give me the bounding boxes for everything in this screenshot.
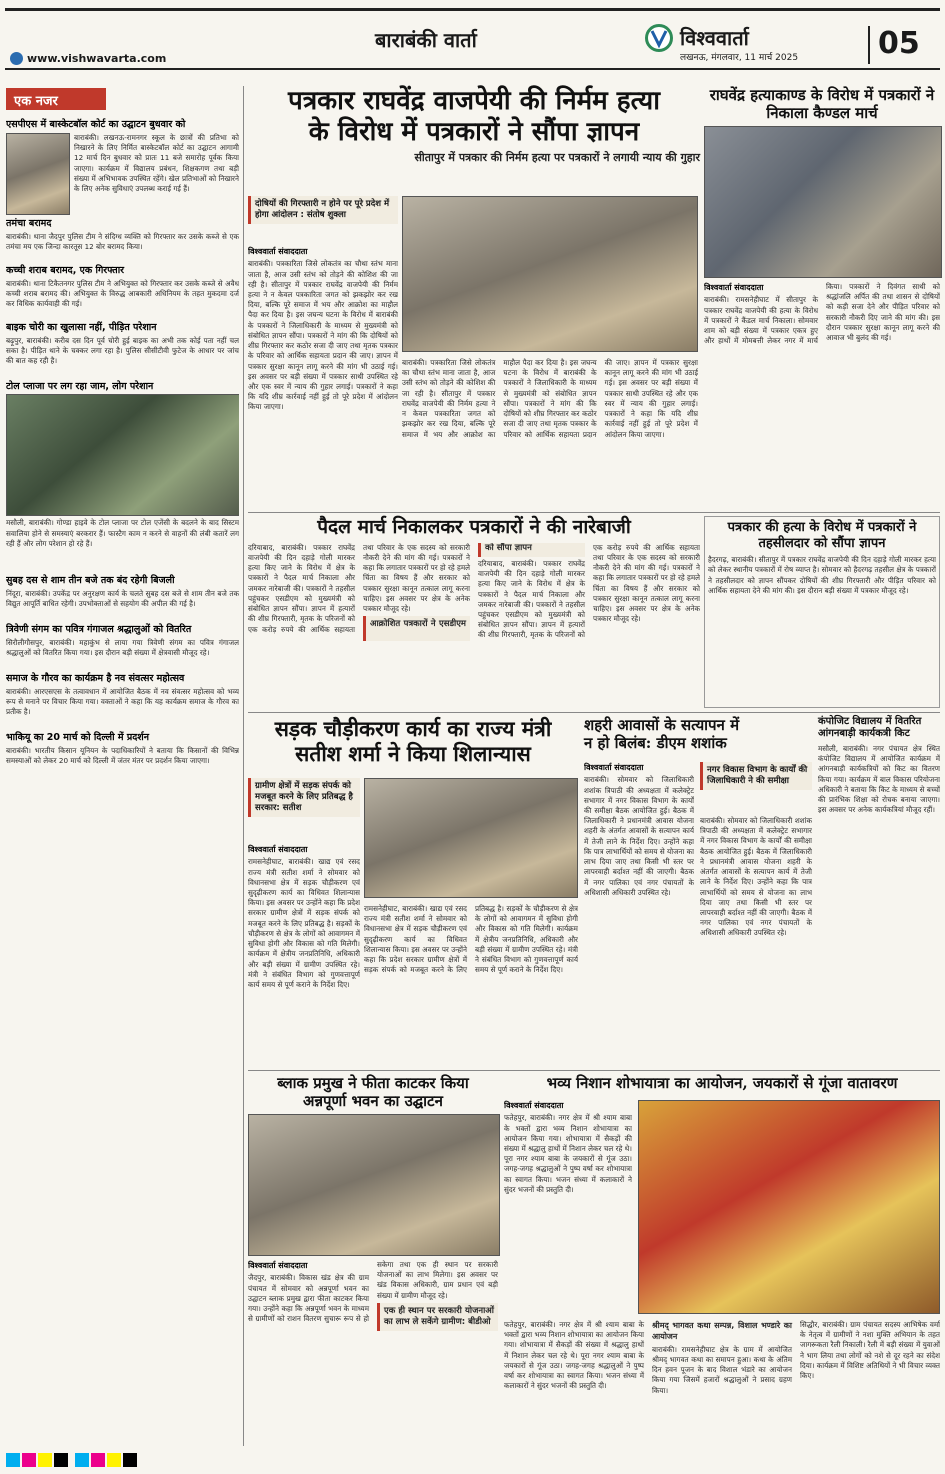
road-body-b [364,904,578,1060]
section-title: बाराबंकी वार्ता [375,28,477,52]
nasha-text: सिद्धौर, बाराबंकी। ग्राम पंचायत सदस्य आभिषेक वर्मा के नेतृत्व में ग्रामीणों ने नशा मुक्ति अभियान के तहत जागरूकता रैली निकाली। रैली में बड़ी संख्या में युवाओं ने भाग लिया तथा लोगों को नशे से दूर रहने का संदेश दिया। कार्यक्रम में विशिष्ट अतिथियों ने भी विचार व्यक्त किए। [800,1320,940,1381]
lead-byline: विश्ववार्ता संवाददाता [248,247,308,256]
list-item-text: बाराबंकी। भारतीय किसान यूनियन के पदाधिकारियों ने बताया कि किसानों की विभिन्न समस्याओं को लेकर 20 मार्च को दिल्ली में जंतर मंतर पर प्रदर्शन किया जाएगा। [6,745,239,766]
tehsildar-story [704,516,940,708]
lead-story [248,86,700,510]
road-headline-2: सतीश शर्मा ने किया शिलान्यास [295,741,531,767]
list-item-text: बढ़ूपुर, बाराबंकी। करीब दस दिन पूर्व चोरी हुई बाइक का अभी तक कोई पता नहीं चल सका है। पीड़ित थाने के चक्कर लगा रहा है। पुलिस सीसीटीवी फुटेज के आधार पर जांच की बात कह रही है। [6,335,239,365]
shobhayatra-body [504,1100,632,1314]
list-item-head: तमंचा बरामद [6,217,52,229]
shobhayatra-headline: भव्य निशान शोभायात्रा का आयोजन, जयकारों से गूंजा वातावरण [546,1074,898,1092]
candle-march-story [704,86,940,510]
divider [248,1070,940,1071]
list-item-text: मसौली, बाराबंकी। गोण्डा हाइवे के टोल प्लाजा पर टोल एजेंसी के बदलने के बाद सिस्टम सवालिया होने से समस्याएं बरकरार हैं। फास्टैग काम न करने से वाहनों की लंबी कतारें लग रही हैं और लोग परेशान हो रहे हैं। [6,518,239,548]
lead-text-a: बाराबंकी। पत्रकारिता जिसे लोकतंत्र का चौथा स्तंभ माना जाता है, आज उसी स्तंभ को तोड़ने की कोशिश की जा रही है। सीतापुर में पत्रकार राघवेंद्र वाजपेयी की निर्मम हत्या ने न केवल पत्रकारिता जगत को झकझोर कर रख दिया, बल्कि पूरे समाज में भय और आक्रोश का माहौल पैदा कर दिया है। इस जघन्य घटना के विरोध में बाराबंकी के पत्रकारों ने जिलाधिकारी के माध्यम से मुख्यमंत्री को संबोधित ज्ञापन सौंपा। पत्रकारों ने मांग की कि दोषियों को शीघ्र गिरफ्तार कर कठोर सजा दी जाए तथा मृतक पत्रकार के परिवार को आर्थिक सहायता प्रदान की जाए। ज्ञापन में पत्रकार सुरक्षा कानून लागू करने की मांग भी उठाई गई। इस अवसर पर बड़ी संख्या में पत्रकार साथी उपस्थित रहे और एक स्वर में न्याय की गुहार लगाई। पत्रकारों ने कहा कि यदि शीघ्र कार्रवाई नहीं हुई तो पूरे प्रदेश में आंदोलन किया जाएगा। [248,259,398,412]
masthead-bottom-rule [5,68,940,70]
lead-callout: दोषियों की गिरफ्तारी न होने पर पूरे प्रदेश में होगा आंदोलन : संतोष शुक्ला [248,196,398,224]
top-rule [5,8,940,11]
list-item-head: त्रिवेणी संगम का पवित्र गंगाजल श्रद्धालुओं को वितरित [6,624,192,636]
lead-text-b: बाराबंकी। पत्रकारिता जिसे लोकतंत्र का चौथा स्तंभ माना जाता है, आज उसी स्तंभ को तोड़ने की कोशिश की जा रही है। सीतापुर में पत्रकार राघवेंद्र वाजपेयी की निर्मम हत्या ने न केवल पत्रकारिता जगत को झकझोर कर रख दिया, बल्कि पूरे समाज में भय और आक्रोश का माहौल पैदा कर दिया है। इस जघन्य घटना के विरोध में बाराबंकी के पत्रकारों ने जिलाधिकारी के माध्यम से मुख्यमंत्री को संबोधित ज्ञापन सौंपा। पत्रकारों ने मांग की कि दोषियों को शीघ्र गिरफ्तार कर कठोर सजा दी जाए तथा मृतक पत्रकार के परिवार को आर्थिक सहायता प्रदान की जाए। ज्ञापन में पत्रकार सुरक्षा कानून लागू करने की मांग भी उठाई गई। इस अवसर पर बड़ी संख्या में पत्रकार साथी उपस्थित रहे और एक स्वर में न्याय की गुहार लगाई। पत्रकारों ने कहा कि यदि शीघ्र कार्रवाई नहीं हुई तो पूरे प्रदेश में आंदोलन किया जाएगा। [402,358,698,439]
list-item-head: एसपीएस में बास्केटबॉल कोर्ट का उद्घाटन बुधवार को [6,119,186,130]
toll-plaza-photo [6,394,239,516]
bhagwat-text: बाराबंकी। रामसनेहीघाट क्षेत्र के ग्राम में आयोजित श्रीमद् भागवत कथा का समापन हुआ। कथा के अंतिम दिन हवन पूजन के बाद विशाल भंडारे का आयोजन किया गया जिसमें हजारों श्रद्धालुओं ने प्रसाद ग्रहण किया। [652,1344,792,1395]
paidal-callout: आक्रोशित पत्रकारों ने एसडीएम को सौंपा ज्ञापन [363,543,585,642]
list-item-head: टोल प्लाजा पर लग रहा जाम, लोग परेशान [6,380,154,392]
annapurna-byline: विश्ववार्ता संवाददाता [248,1261,308,1270]
housing-headline-2: न हो बिलंब: डीएम शशांक [584,734,727,752]
shobhayatra-lower [504,1320,940,1440]
lead-headline-2: के विरोध में पत्रकारों ने सौंपा ज्ञापन [308,117,640,148]
shobhayatra-text-b: फतेहपुर, बाराबंकी। नगर क्षेत्र में श्री श्याम बाबा के भक्तों द्वारा भव्य निशान शोभायात्रा का आयोजन किया गया। शोभायात्रा में सैकड़ों की संख्या में श्रद्धालु हाथों में निशान लेकर चल रहे थे। पूरा नगर श्याम बाबा के जयकारों से गूंज उठा। जगह-जगह श्रद्धालुओं ने पुष्प वर्षा कर शोभायात्रा का स्वागत किया। भजन संध्या में कलाकारों ने सुंदर भजनों की प्रस्तुति दी। [504,1320,644,1391]
tehsildar-headline: पत्रकार की हत्या के विरोध में पत्रकारों ने तहसीलदार को सौंपा ज्ञापन [727,520,917,551]
road-body-a [248,844,360,1060]
divider [248,512,940,513]
road-callout: ग्रामीण क्षेत्रों में सड़क संपर्क को मजबूत करने के लिए प्रतिबद्ध है सरकार: सतीश [248,778,360,817]
bhagwat-head: श्रीमद् भागवत कथा सम्पन्न, विशाल भण्डारे का आयोजन [652,1321,792,1342]
lead-subhead: सीतापुर में पत्रकार की निर्मम हत्या पर पत्रकारों ने लगायी न्याय की गुहार [414,151,700,165]
road-photo [364,778,578,898]
paidal-body [248,543,700,703]
candle-headline: राघवेंद्र हत्याकाण्ड के विरोध में पत्रकारों ने निकाला कैण्डल मार्च [709,86,935,122]
housing-byline: विश्ववार्ता संवाददाता [584,763,644,772]
candle-text: बाराबंकी। रामसनेहीघाट में सीतापुर के पत्रकार राघवेंद्र वाजपेयी की हत्या के विरोध में पत्रकारों ने कैंडल मार्च निकाला। सोमवार शाम को बड़ी संख्या में पत्रकार एकत्र हुए और हाथों में मोमबत्ती लेकर नगर में मार्च किया। पत्रकारों ने दिवंगत साथी को श्रद्धांजलि अर्पित की तथा शासन से दोषियों को कड़ी सजा देने और पीड़ित परिवार को सरकारी नौकरी दिए जाने की मांग की। इस दौरान पत्रकार सुरक्षा कानून लागू करने की आवाज भी बुलंद की गई। [704,282,940,346]
list-item-text: निंदूरा, बाराबंकी। उपकेंद्र पर अनुरक्षण कार्य के चलते सुबह दस बजे से शाम तीन बजे तक विद्युत आपूर्ति बाधित रहेगी। उपभोक्ताओं से सहयोग की अपील की गई है। [6,589,239,609]
brand-name: विश्ववार्ता [680,26,749,50]
shobhayatra-photo [638,1100,940,1314]
annapurna-text: जैदपुर, बाराबंकी। विकास खंड क्षेत्र की ग्राम पंचायत में सोमवार को अन्नपूर्णा भवन का उद्घाटन ब्लाक प्रमुख द्वारा फीता काटकर किया गया। उन्होंने कहा कि अन्नपूर्णा भवन के माध्यम से ग्रामीणों को राशन वितरण सुचारू रूप से हो सकेगा तथा एक ही स्थान पर सरकारी योजनाओं का लाभ मिलेगा। इस अवसर पर खंड विकास अधिकारी, ग्राम प्रधान एवं बड़ी संख्या में ग्रामीण मौजूद रहे। [248,1260,498,1324]
housing-body-a [584,762,694,1060]
globe-icon [10,52,23,65]
divider [248,712,940,713]
page-number-divider [868,26,870,64]
road-text-a: रामसनेहीघाट, बाराबंकी। खाद्य एवं रसद राज्य मंत्री सतीश शर्मा ने सोमवार को विधानसभा क्षेत्र में सड़क चौड़ीकरण एवं सुदृढ़ीकरण कार्य का विधिवत शिलान्यास किया। इस अवसर पर उन्होंने कहा कि प्रदेश सरकार ग्रामीण क्षेत्रों में सड़क संपर्क को मजबूत करने के लिए प्रतिबद्ध है। सड़कों के चौड़ीकरण से क्षेत्र के लोगों को आवागमन में सुविधा होगी और विकास को गति मिलेगी। कार्यक्रम में क्षेत्रीय जनप्रतिनिधि, अधिकारी और बड़ी संख्या में ग्रामीण उपस्थित रहे। मंत्री ने संबंधित विभाग को गुणवत्तापूर्ण कार्य समय से पूर्ण कराने के निर्देश दिए। [248,857,360,989]
shobhayatra-story [504,1074,940,1446]
road-headline-1: सड़क चौड़ीकरण कार्य का राज्य मंत्री [274,716,552,741]
annapurna-photo [248,1114,500,1256]
lead-photo [402,196,698,352]
masthead [0,0,945,70]
list-item-text: बाराबंकी। लखनऊ-रामनगर स्कूल के छात्रों की प्रतिभा को निखारने के लिए निर्मित बास्केटबॉल कोर्ट का उद्घाटन आगामी 12 मार्च दिन बुधवार को प्रातः 11 बजे समारोह पूर्वक किया जाएगा। कार्यक्रम में विद्यालय प्रबंधन, शिक्षकगण तथा बड़ी संख्या में अभिभावक उपस्थित रहेंगे। खेल प्रतिभाओं को निखारने के लिए अनेक सुविधाएं उपलब्ध कराई गई हैं। [74,132,239,193]
list-item-head: सुबह दस से शाम तीन बजे तक बंद रहेगी बिजली [6,575,175,587]
road-byline: विश्ववार्ता संवाददाता [248,845,308,854]
list-item-head: समाज के गौरव का कार्यक्रम है नव संवत्सर महोत्सव [6,673,185,685]
kits-headline: कंपोजिट विद्यालय में वितरित आंगनबाड़ी कार्यकत्री किट [818,716,922,739]
annapurna-headline-1: ब्लाक प्रमुख ने फीता काटकर किया [277,1074,469,1092]
kits-story [818,716,940,1066]
candle-byline: विश्ववार्ता संवाददाता [704,283,764,292]
list-item-text: बाराबंकी। आरएसएस के तत्वावधान में आयोजित बैठक में नव संवत्सर महोत्सव को भव्य रूप से मनाने पर विचार किया गया। वक्ताओं ने कहा कि यह कार्यक्रम समाज के गौरव का प्रतीक है। [6,687,239,717]
left-column-divider [243,86,244,1446]
page-number: 05 [878,26,920,61]
candle-march-photo [704,126,942,278]
housing-story [584,716,812,1066]
lead-body [248,246,398,504]
list-item-head: बाइक चोरी का खुलासा नहीं, पीड़ित परेशान [6,321,157,333]
paidal-text: दरियाबाद, बाराबंकी। पत्रकार राघवेंद्र वाजपेयी की दिन दहाड़े गोली मारकर हत्या किए जाने के विरोध में क्षेत्र के पत्रकारों ने पैदल मार्च निकाला और जमकर नारेबाजी की। पत्रकारों ने तहसील पहुंचकर एसडीएम को मुख्यमंत्री को संबोधित ज्ञापन सौंपा। ज्ञापन में हत्यारों की शीघ्र गिरफ्तारी, मृतक के परिजनों को एक करोड़ रुपये की आर्थिक सहायता तथा परिवार के एक सदस्य को सरकारी नौकरी देने की मांग की गई। पत्रकारों ने कहा कि लगातार पत्रकारों पर हो रहे हमले चिंता का विषय हैं और सरकार को पत्रकार सुरक्षा कानून तत्काल लागू करना चाहिए। इस अवसर पर क्षेत्र के अनेक पत्रकार मौजूद रहे। [248,542,470,634]
lead-body-cols [402,358,698,504]
cmyk-registration-marks [6,1452,941,1468]
paidal-march-story [248,516,700,708]
list-item-text: सिरौलीगौसपुर, बाराबंकी। महाकुंभ से लाया गया त्रिवेणी संगम का पवित्र गंगाजल श्रद्धालुओं को वितरित किया गया। इस दौरान बड़ी संख्या में क्षेत्रवासी मौजूद रहे। [6,638,239,658]
list-item-text: बाराबंकी। थाना जैदपुर पुलिस टीम ने संदिग्ध व्यक्ति को गिरफ्तार कर उसके कब्जे से एक तमंचा मय एक जिन्दा कारतूस 12 बोर बरामद किया। [6,231,239,251]
list-item-text: बाराबंकी। थाना टिकैतनगर पुलिस टीम ने अभियुक्त को गिरफ्तार कर उसके कब्जे से अवैध कच्ची शराब बरामद की। अभियुक्त के विरुद्ध आबकारी अधिनियम के तहत मुकदमा दर्ज कर विधिक कार्यवाही की गई। [6,278,239,309]
tehsildar-text: हैदरगढ़, बाराबंकी। सीतापुर में पत्रकार राघवेंद्र वाजपेयी की दिन दहाड़े गोली मारकर हत्या को लेकर स्थानीय पत्रकारों में रोष व्याप्त है। सोमवार को हैदरगढ़ तहसील क्षेत्र के पत्रकारों ने तहसीलदार को ज्ञापन सौंपकर दोषियों की शीघ्र गिरफ्तारी और पीड़ित परिवार को आर्थिक सहायता देने की मांग की। इस दौरान बड़ी संख्या में पत्रकार मौजूद रहे। [708,555,936,595]
website-link[interactable]: www.vishwavarta.com [27,52,167,65]
portrait-photo [6,133,70,215]
housing-text-b: बाराबंकी। सोमवार को जिलाधिकारी शशांक त्रिपाठी की अध्यक्षता में कलेक्ट्रेट सभागार में नगर विकास विभाग के कार्यों की समीक्षा बैठक आयोजित हुई। बैठक में जिलाधिकारी ने प्रधानमंत्री आवास योजना शहरी के अंतर्गत आवासों के सत्यापन कार्य में तेजी लाने के निर्देश दिए। उन्होंने कहा कि पात्र लाभार्थियों को समय से योजना का लाभ दिया जाए तथा किसी भी स्तर पर लापरवाही बर्दाश्त नहीं की जाएगी। बैठक में नगर पालिका एवं नगर पंचायतों के अधिशासी अधिकारी उपस्थित रहे। [700,816,812,938]
candle-body [704,282,940,498]
housing-headline-1: शहरी आवासों के सत्यापन में [584,716,740,734]
road-story [248,716,578,1066]
road-text-b: रामसनेहीघाट, बाराबंकी। खाद्य एवं रसद राज्य मंत्री सतीश शर्मा ने सोमवार को विधानसभा क्षेत्र में सड़क चौड़ीकरण एवं सुदृढ़ीकरण कार्य का विधिवत शिलान्यास किया। इस अवसर पर उन्होंने कहा कि प्रदेश सरकार ग्रामीण क्षेत्रों में सड़क संपर्क को मजबूत करने के लिए प्रतिबद्ध है। सड़कों के चौड़ीकरण से क्षेत्र के लोगों को आवागमन में सुविधा होगी और विकास को गति मिलेगी। कार्यक्रम में क्षेत्रीय जनप्रतिनिधि, अधिकारी और बड़ी संख्या में ग्रामीण उपस्थित रहे। मंत्री ने संबंधित विभाग को गुणवत्तापूर्ण कार्य समय से पूर्ण कराने के निर्देश दिए। [364,904,578,975]
annapurna-body [248,1260,498,1440]
paidal-headline: पैदल मार्च निकालकर पत्रकारों ने की नारेबाजी [317,516,631,538]
list-item-head: कच्ची शराब बरामद, एक गिरफ्तार [6,264,125,276]
ek-nazar-body [6,116,239,1446]
annapurna-story [248,1074,498,1446]
annapurna-headline-2: अन्नपूर्णा भवन का उद्घाटन [303,1092,443,1110]
shobhayatra-byline: विश्ववार्ता संवाददाता [504,1101,564,1110]
ek-nazar-column [6,88,239,1448]
list-item-head: भाकियू का 20 मार्च को दिल्ली में प्रदर्शन [6,732,150,743]
housing-text-a: बाराबंकी। सोमवार को जिलाधिकारी शशांक त्रिपाठी की अध्यक्षता में कलेक्ट्रेट सभागार में नगर विकास विभाग के कार्यों की समीक्षा बैठक आयोजित हुई। बैठक में जिलाधिकारी ने प्रधानमंत्री आवास योजना शहरी के अंतर्गत आवासों के सत्यापन कार्य में तेजी लाने के निर्देश दिए। उन्होंने कहा कि पात्र लाभार्थियों को समय से योजना का लाभ दिया जाए तथा किसी भी स्तर पर लापरवाही बर्दाश्त नहीं की जाएगी। बैठक में नगर पालिका एवं नगर पंचायतों के अधिशासी अधिकारी उपस्थित रहे। [584,775,694,897]
annapurna-callout: एक ही स्थान पर सरकारी योजनाओं का लाभ ले सकेंगे ग्रामीण: बीडीओ [377,1303,498,1331]
kits-text: मसौली, बाराबंकी। नगर पंचायत क्षेत्र स्थित कंपोजिट विद्यालय में आयोजित कार्यक्रम में आंगनबाड़ी कार्यकत्रियों को किट का वितरण किया गया। कार्यक्रम में बाल विकास परियोजना अधिकारी ने बताया कि किट के माध्यम से बच्चों की प्रारंभिक शिक्षा को रोचक बनाया जाएगा। इस अवसर पर अनेक कार्यकत्रियां मौजूद रहीं। [818,744,940,815]
lead-headline-1: पत्रकार राघवेंद्र वाजपेयी की निर्मम हत्या [288,86,660,116]
housing-callout: नगर विकास विभाग के कार्यों की जिलाधिकारी ने की समीक्षा [700,762,812,790]
housing-body-b [700,816,812,1060]
paidal-text-b: दरियाबाद, बाराबंकी। पत्रकार राघवेंद्र वाजपेयी की दिन दहाड़े गोली मारकर हत्या किए जाने के विरोध में क्षेत्र के पत्रकारों ने पैदल मार्च निकाला और जमकर नारेबाजी की। पत्रकारों ने तहसील पहुंचकर एसडीएम को मुख्यमंत्री को संबोधित ज्ञापन सौंपा। ज्ञापन में हत्यारों की शीघ्र गिरफ्तारी, मृतक के परिजनों को एक करोड़ रुपये की आर्थिक सहायता तथा परिवार के एक सदस्य को सरकारी नौकरी देने की मांग की गई। पत्रकारों ने कहा कि लगातार पत्रकारों पर हो रहे हमले चिंता का विषय हैं और सरकार को पत्रकार सुरक्षा कानून तत्काल लागू करना चाहिए। इस अवसर पर क्षेत्र के अनेक पत्रकार मौजूद रहे। [478,542,700,640]
ek-nazar-label: एक नजर [6,88,106,110]
dateline: लखनऊ, मंगलवार, 11 मार्च 2025 [680,53,799,63]
shobhayatra-text: फतेहपुर, बाराबंकी। नगर क्षेत्र में श्री श्याम बाबा के भक्तों द्वारा भव्य निशान शोभायात्रा का आयोजन किया गया। शोभायात्रा में सैकड़ों की संख्या में श्रद्धालु हाथों में निशान लेकर चल रहे थे। पूरा नगर श्याम बाबा के जयकारों से गूंज उठा। जगह-जगह श्रद्धालुओं ने पुष्प वर्षा कर शोभायात्रा का स्वागत किया। भजन संध्या में कलाकारों ने सुंदर भजनों की प्रस्तुति दी। [504,1113,632,1194]
brand-logo-icon [645,24,673,52]
